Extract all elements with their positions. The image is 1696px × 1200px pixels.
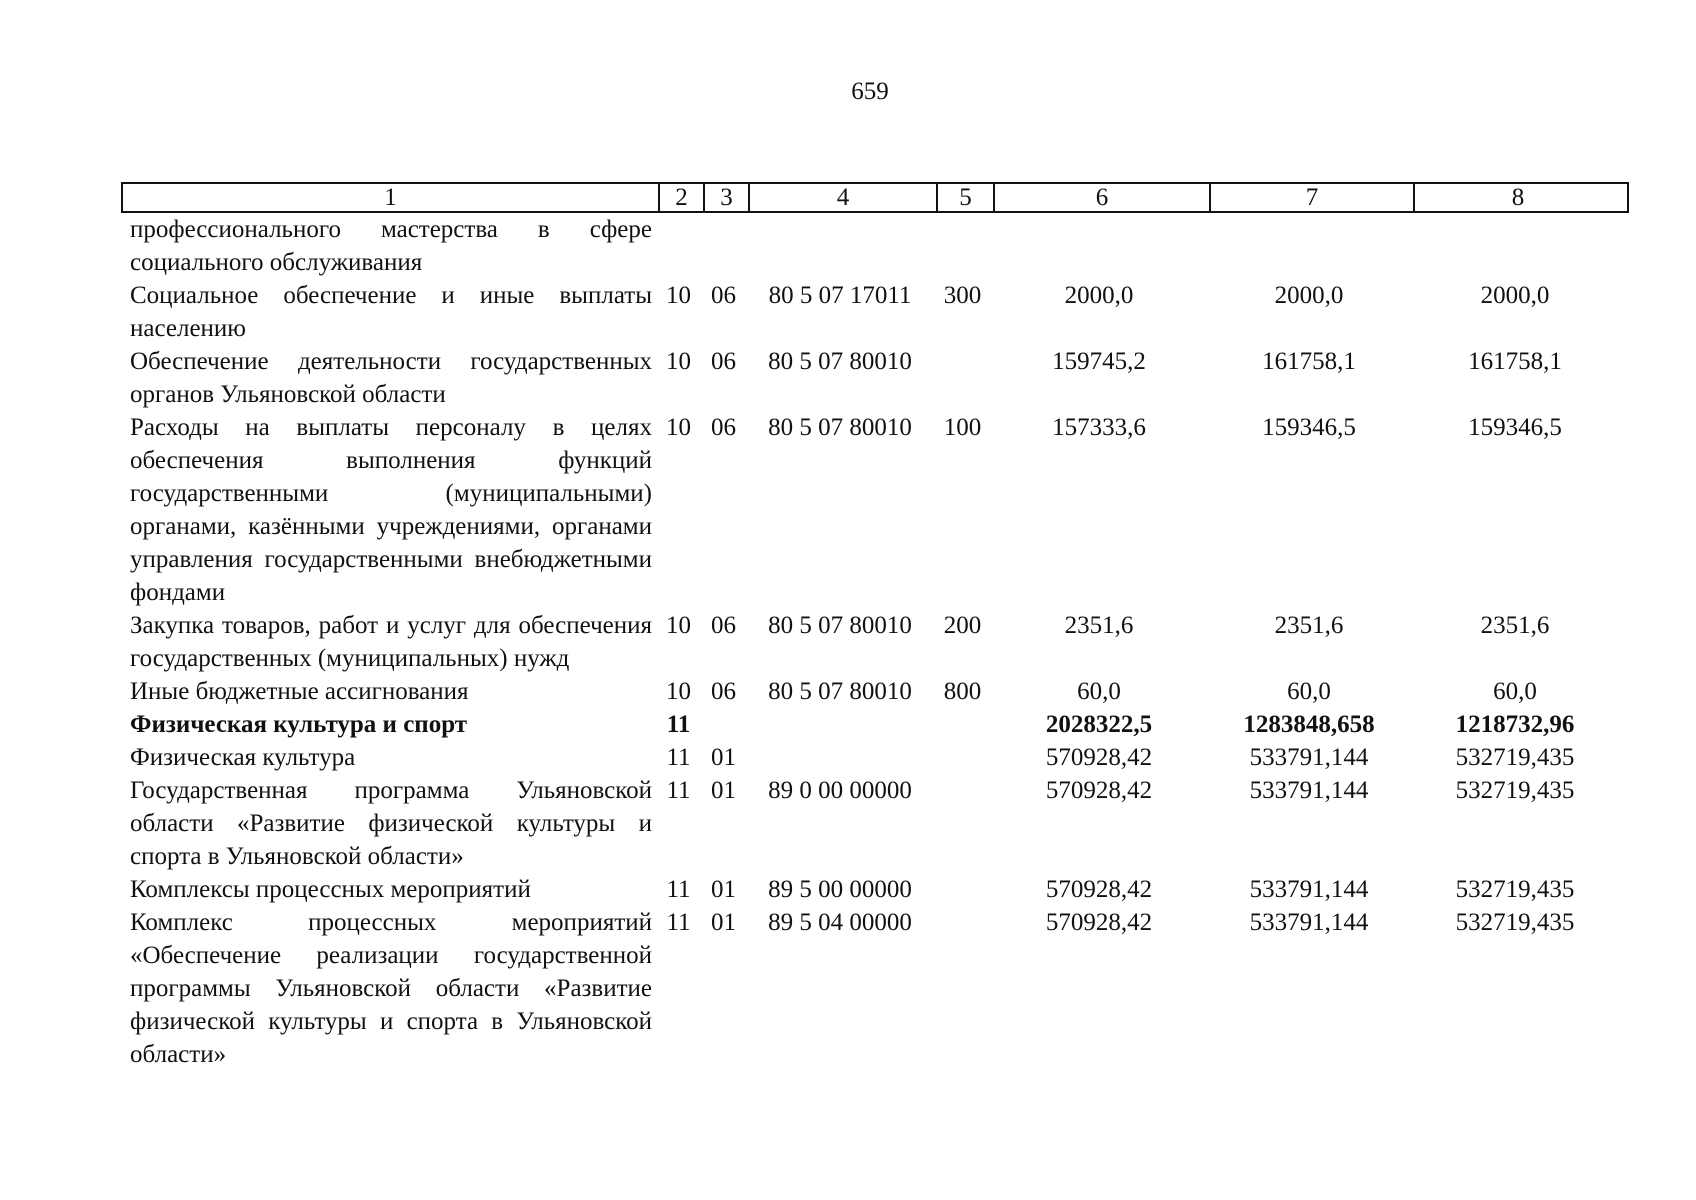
amount-year-3: 2351,6 [1480, 612, 1550, 639]
amount-year-1: 60,0 [1077, 678, 1121, 705]
row-name: Иные бюджетные ассигнования [130, 678, 469, 705]
table-header [121, 182, 1629, 213]
amount-year-1: 570928,42 [1045, 744, 1153, 771]
row-name: Обеспечение деятельности государственных органов Ульяновской области [130, 348, 652, 408]
target-article-code [746, 708, 934, 741]
expense-type-code [934, 345, 991, 411]
amount-year-3: 532719,435 [1455, 876, 1575, 903]
row-name: Физическая культура и спорт [130, 711, 468, 738]
table-body [121, 213, 1629, 1071]
amount-year-3: 532719,435 [1455, 777, 1575, 804]
amount-year-1: 2351,6 [1064, 612, 1134, 639]
header-col-7: 7 [1209, 184, 1413, 212]
amount-year-1: 2000,0 [1064, 282, 1134, 309]
header-col-1: 1 [384, 184, 397, 211]
table-row [121, 411, 1629, 609]
amount-year-1: 570928,42 [1045, 777, 1153, 804]
subsection-code: 06 [711, 414, 736, 441]
header-col-4: 4 [748, 184, 936, 212]
row-name: Расходы на выплаты персоналу в целях обеспечения выполнения функций государственными (муниципальными) органами, казёнными учреждениями, органами управления государственными внебюджетными фондами [130, 414, 652, 606]
amount-year-1: 570928,42 [1045, 876, 1153, 903]
expense-type-code [934, 741, 991, 774]
amount-year-3: 1218732,96 [1455, 711, 1575, 738]
amount-year-3: 532719,435 [1455, 909, 1575, 936]
expense-type-code [934, 873, 991, 906]
subsection-code: 06 [711, 348, 736, 375]
subsection-code: 06 [711, 612, 736, 639]
amount-year-2: 2351,6 [1274, 612, 1344, 639]
target-article-code: 80 5 07 80010 [768, 678, 912, 705]
target-article-code: 80 5 07 80010 [768, 612, 912, 639]
table-row [121, 609, 1629, 675]
amount-year-2: 159346,5 [1262, 414, 1356, 441]
subsection-code: 01 [711, 744, 736, 771]
amount-year-1 [991, 213, 1207, 279]
amount-year-2: 533791,144 [1249, 876, 1369, 903]
amount-year-2: 1283848,658 [1243, 711, 1375, 738]
section-code: 11 [666, 909, 691, 936]
amount-year-1: 159745,2 [1052, 348, 1146, 375]
amount-year-2: 161758,1 [1262, 348, 1356, 375]
row-name: Закупка товаров, работ и услуг для обеспечения государственных (муниципальных) нужд [130, 612, 652, 672]
subsection-code: 01 [711, 909, 736, 936]
expense-type-code: 200 [943, 612, 982, 639]
row-name: Физическая культура [130, 744, 356, 771]
page-number: 659 [851, 78, 889, 105]
section-code: 10 [666, 282, 691, 309]
subsection-code: 06 [711, 282, 736, 309]
amount-year-1: 157333,6 [1052, 414, 1146, 441]
amount-year-2: 533791,144 [1249, 744, 1369, 771]
budget-table [121, 182, 1629, 1071]
target-article-code: 89 5 04 00000 [768, 909, 912, 936]
subsection-code: 01 [711, 876, 736, 903]
table-row [121, 873, 1629, 906]
expense-type-code [934, 213, 991, 279]
expense-type-code [934, 774, 991, 873]
target-article-code: 89 5 00 00000 [768, 876, 912, 903]
table-row [121, 906, 1629, 1071]
header-col-5: 5 [936, 184, 993, 212]
amount-year-3: 161758,1 [1468, 348, 1562, 375]
expense-type-code [934, 708, 991, 741]
header-col-8: 8 [1413, 184, 1621, 212]
target-article-code: 80 5 07 17011 [768, 282, 912, 309]
subsection-code: 06 [711, 678, 736, 705]
expense-type-code: 800 [943, 678, 982, 705]
section-code: 11 [666, 744, 691, 771]
amount-year-3: 159346,5 [1468, 414, 1562, 441]
table-row [121, 213, 1629, 279]
amount-year-2: 2000,0 [1274, 282, 1344, 309]
section-code: 11 [666, 876, 691, 903]
amount-year-2 [1207, 213, 1411, 279]
row-name: Социальное обеспечение и иные выплаты населению [130, 282, 652, 342]
table-row [121, 279, 1629, 345]
expense-type-code: 300 [943, 282, 982, 309]
header-col-6: 6 [993, 184, 1209, 212]
section-code: 10 [666, 348, 691, 375]
target-article-code [746, 741, 934, 774]
row-name: Государственная программа Ульяновской области «Развитие физической культуры и спорта в Ульяновской области» [130, 777, 652, 870]
amount-year-1: 2028322,5 [1045, 711, 1153, 738]
section-code: 11 [666, 711, 691, 738]
table-row [121, 741, 1629, 774]
target-article-code [746, 213, 934, 279]
amount-year-2: 60,0 [1287, 678, 1331, 705]
section-code: 10 [666, 414, 691, 441]
target-article-code: 80 5 07 80010 [768, 348, 912, 375]
section-code [656, 213, 701, 279]
amount-year-2: 533791,144 [1249, 777, 1369, 804]
header-col-2: 2 [658, 184, 703, 212]
amount-year-3: 60,0 [1493, 678, 1537, 705]
expense-type-code [934, 906, 991, 1071]
subsection-code [701, 213, 746, 279]
table-row [121, 774, 1629, 873]
table-row [121, 675, 1629, 708]
amount-year-3 [1411, 213, 1619, 279]
table-row [121, 708, 1629, 741]
expense-type-code: 100 [943, 414, 982, 441]
subsection-code [701, 708, 746, 741]
amount-year-2: 533791,144 [1249, 909, 1369, 936]
row-name: профессионального мастерства в сфере социального обслуживания [130, 216, 652, 276]
target-article-code: 80 5 07 80010 [768, 414, 912, 441]
amount-year-3: 532719,435 [1455, 744, 1575, 771]
section-code: 10 [666, 612, 691, 639]
target-article-code: 89 0 00 00000 [768, 777, 912, 804]
amount-year-3: 2000,0 [1480, 282, 1550, 309]
subsection-code: 01 [711, 777, 736, 804]
header-col-3: 3 [703, 184, 748, 212]
section-code: 10 [666, 678, 691, 705]
row-name: Комплекс процессных мероприятий «Обеспечение реализации государственной программы Ульяновской области «Развитие физической культуры и спорта в Ульяновской области» [130, 909, 652, 1068]
amount-year-1: 570928,42 [1045, 909, 1153, 936]
row-name: Комплексы процессных мероприятий [130, 876, 531, 903]
section-code: 11 [666, 777, 691, 804]
table-row [121, 345, 1629, 411]
